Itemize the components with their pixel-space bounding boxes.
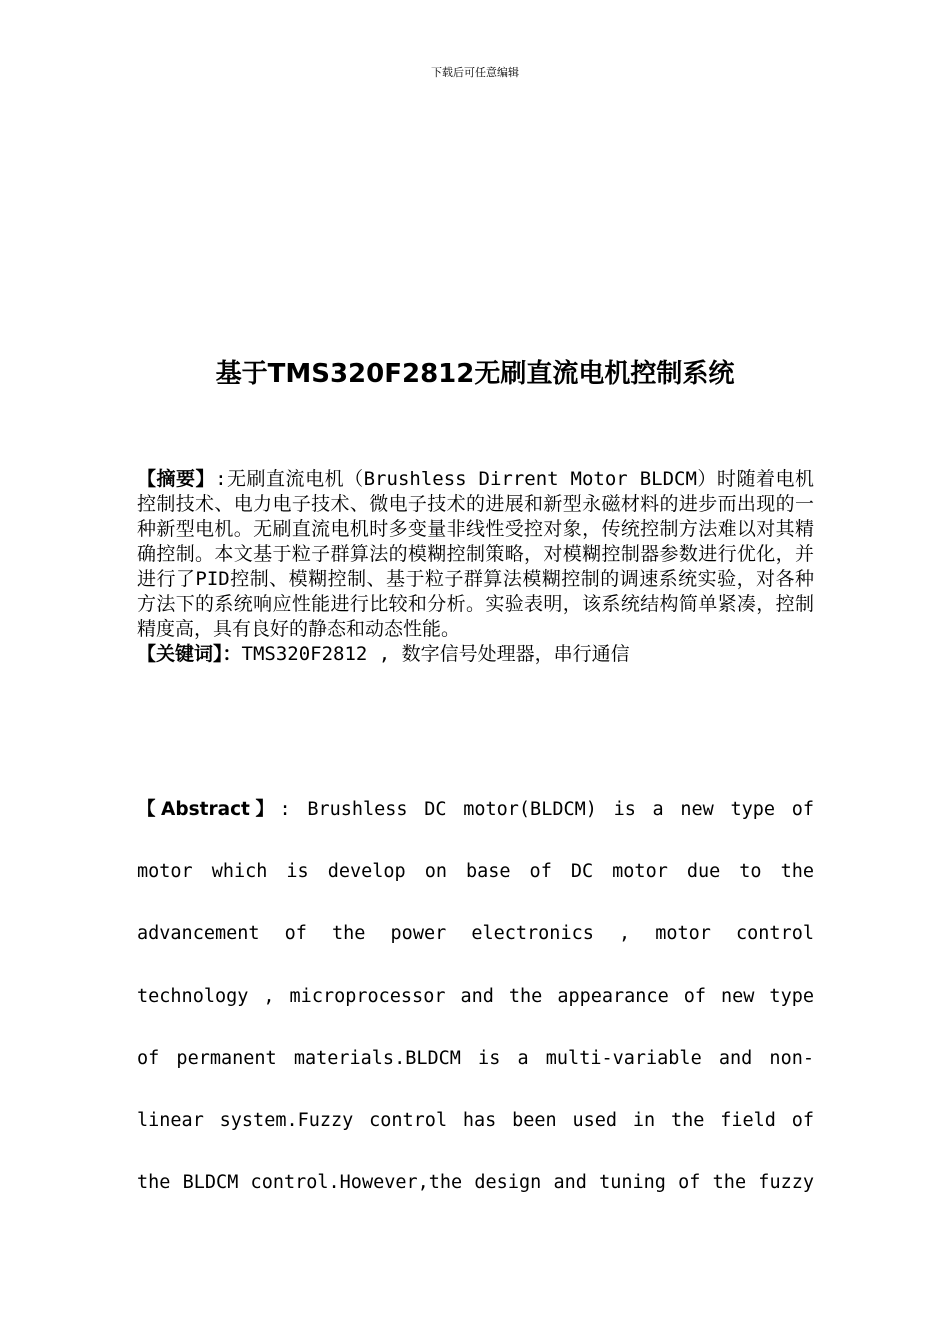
keywords-text: TMS320F2812 , 数字信号处理器，串行通信 bbox=[241, 643, 630, 665]
document-title: 基于TMS320F2812无刷直流电机控制系统 bbox=[215, 359, 735, 389]
page-header-note: 下载后可任意编辑 bbox=[431, 66, 519, 79]
summary-text: :无刷直流电机（Brushless Dirrent Motor BLDCM）时随着电机控制技术、电力电子技术、微电子技术的进展和新型永磁材料的进步而出现的一种新型电机。无刷直流电机时多变量非线性受控对象，传统控制方法难以对其精确控制。本文基于粒子群算法的模糊控制策略，对模糊控制器参数进行优化，并进行了PID控制、模糊控制、基于粒子群算法模糊控制的调速系统实验，对各种方法下的系统响应性能进行比较和分析。实验表明，该系统结构简单紧凑，控制精度高，具有良好的静态和动态性能。 bbox=[137, 468, 814, 640]
abstract-text: : Brushless DC motor(BLDCM) is a new type of motor which is develop on base of DC motor due to the advancement of the power electronics , motor control technology , microprocessor and the appearance of new type of permanent materials.BLDCM is a multi-variable and non-linear system.Fuzzy control has been used in the field of the BLDCM control.However,the design and tuning of the fuzzy bbox=[137, 799, 814, 1194]
summary-paragraph bbox=[137, 467, 814, 642]
abstract-label: 【Abstract】 bbox=[137, 799, 280, 820]
keywords-label: 【关键词】： bbox=[137, 643, 242, 665]
english-abstract-paragraph bbox=[137, 779, 814, 1214]
summary-label: 【摘要】 bbox=[137, 468, 216, 490]
keywords-paragraph bbox=[137, 642, 814, 667]
chinese-summary-section bbox=[137, 467, 814, 667]
